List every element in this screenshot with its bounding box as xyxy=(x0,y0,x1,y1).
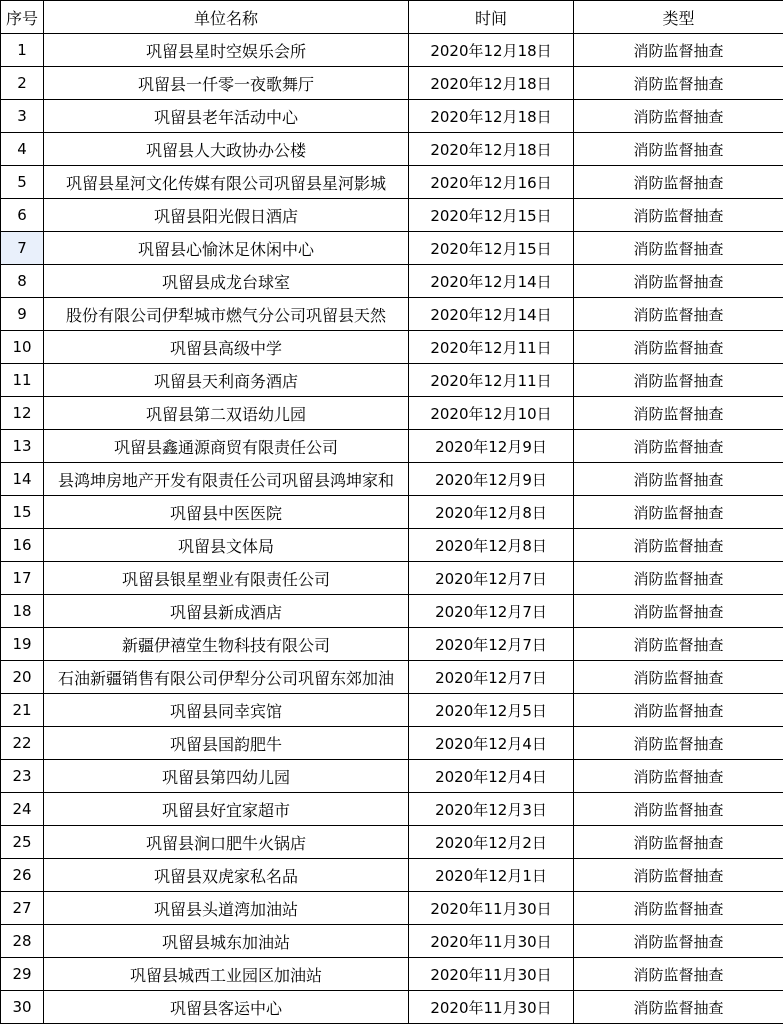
date-cell[interactable]: 2020年12月7日 xyxy=(409,562,574,595)
date-cell[interactable]: 2020年12月7日 xyxy=(409,595,574,628)
table-header xyxy=(1,1,783,34)
table-row xyxy=(1,760,783,793)
row-index-cell[interactable]: 30 xyxy=(1,991,44,1024)
type-cell[interactable]: 消防监督抽查 xyxy=(574,430,783,463)
date-cell[interactable]: 2020年12月5日 xyxy=(409,694,574,727)
date-cell[interactable]: 2020年12月16日 xyxy=(409,166,574,199)
row-index-cell[interactable]: 10 xyxy=(1,331,44,364)
unit-name-cell[interactable]: 巩留县城西工业园区加油站 xyxy=(44,958,409,991)
header-unit-name[interactable]: 单位名称 xyxy=(44,1,409,34)
type-cell[interactable]: 消防监督抽查 xyxy=(574,265,783,298)
row-index-cell[interactable]: 11 xyxy=(1,364,44,397)
date-cell[interactable]: 2020年12月8日 xyxy=(409,496,574,529)
unit-name-cell[interactable]: 巩留县中医医院 xyxy=(44,496,409,529)
date-cell[interactable]: 2020年12月18日 xyxy=(409,100,574,133)
table-row xyxy=(1,628,783,661)
unit-name-cell[interactable]: 巩留县涧口肥牛火锅店 xyxy=(44,826,409,859)
unit-name-cell[interactable]: 巩留县文体局 xyxy=(44,529,409,562)
table-row xyxy=(1,529,783,562)
date-cell[interactable]: 2020年12月3日 xyxy=(409,793,574,826)
table-row xyxy=(1,925,783,958)
date-cell[interactable]: 2020年12月14日 xyxy=(409,265,574,298)
date-cell[interactable]: 2020年12月18日 xyxy=(409,67,574,100)
table-row xyxy=(1,133,783,166)
row-index-cell[interactable]: 1 xyxy=(1,34,44,67)
unit-name-cell[interactable]: 巩留县客运中心 xyxy=(44,991,409,1024)
row-index-cell[interactable]: 17 xyxy=(1,562,44,595)
header-row xyxy=(1,1,783,34)
unit-name-cell[interactable]: 巩留县星河文化传媒有限公司巩留县星河影城 xyxy=(44,166,409,199)
table-row xyxy=(1,892,783,925)
table-row xyxy=(1,199,783,232)
type-cell[interactable]: 消防监督抽查 xyxy=(574,34,783,67)
unit-name-cell[interactable]: 巩留县第二双语幼儿园 xyxy=(44,397,409,430)
table-row xyxy=(1,562,783,595)
table-row xyxy=(1,991,783,1024)
table-row xyxy=(1,463,783,496)
type-cell[interactable]: 消防监督抽查 xyxy=(574,529,783,562)
date-cell[interactable]: 2020年12月4日 xyxy=(409,760,574,793)
row-index-cell[interactable]: 9 xyxy=(1,298,44,331)
type-cell[interactable]: 消防监督抽查 xyxy=(574,628,783,661)
type-cell[interactable]: 消防监督抽查 xyxy=(574,298,783,331)
row-index-cell[interactable]: 21 xyxy=(1,694,44,727)
row-index-cell[interactable]: 8 xyxy=(1,265,44,298)
date-cell[interactable]: 2020年12月14日 xyxy=(409,298,574,331)
date-cell[interactable]: 2020年12月2日 xyxy=(409,826,574,859)
unit-name-cell[interactable]: 巩留县阳光假日酒店 xyxy=(44,199,409,232)
type-cell[interactable]: 消防监督抽查 xyxy=(574,925,783,958)
table-body xyxy=(1,34,783,1024)
table-row xyxy=(1,826,783,859)
unit-name-cell[interactable]: 巩留县人大政协办公楼 xyxy=(44,133,409,166)
date-cell[interactable]: 2020年12月7日 xyxy=(409,661,574,694)
date-cell[interactable]: 2020年12月10日 xyxy=(409,397,574,430)
table-row xyxy=(1,430,783,463)
row-index-cell[interactable]: 29 xyxy=(1,958,44,991)
row-index-cell[interactable]: 4 xyxy=(1,133,44,166)
date-cell[interactable]: 2020年11月30日 xyxy=(409,958,574,991)
unit-name-cell[interactable]: 巩留县一仟零一夜歌舞厅 xyxy=(44,67,409,100)
type-cell[interactable]: 消防监督抽查 xyxy=(574,331,783,364)
unit-name-cell[interactable]: 新疆伊禧堂生物科技有限公司 xyxy=(44,628,409,661)
type-cell[interactable]: 消防监督抽查 xyxy=(574,661,783,694)
table-row xyxy=(1,100,783,133)
table-row xyxy=(1,298,783,331)
table-row xyxy=(1,859,783,892)
row-index-cell[interactable]: 19 xyxy=(1,628,44,661)
unit-name-cell[interactable]: 县鸿坤房地产开发有限责任公司巩留县鸿坤家和 xyxy=(44,463,409,496)
unit-name-cell[interactable]: 巩留县鑫通源商贸有限责任公司 xyxy=(44,430,409,463)
row-index-cell[interactable]: 3 xyxy=(1,100,44,133)
row-index-cell[interactable]: 15 xyxy=(1,496,44,529)
date-cell[interactable]: 2020年12月15日 xyxy=(409,199,574,232)
table-row xyxy=(1,331,783,364)
date-cell[interactable]: 2020年12月15日 xyxy=(409,232,574,265)
type-cell[interactable]: 消防监督抽查 xyxy=(574,463,783,496)
row-index-cell[interactable]: 5 xyxy=(1,166,44,199)
type-cell[interactable]: 消防监督抽查 xyxy=(574,958,783,991)
table-row xyxy=(1,793,783,826)
row-index-cell[interactable]: 26 xyxy=(1,859,44,892)
unit-name-cell[interactable]: 巩留县成龙台球室 xyxy=(44,265,409,298)
row-index-cell[interactable]: 12 xyxy=(1,397,44,430)
row-index-cell[interactable]: 23 xyxy=(1,760,44,793)
unit-name-cell[interactable]: 石油新疆销售有限公司伊犁分公司巩留东郊加油 xyxy=(44,661,409,694)
unit-name-cell[interactable]: 巩留县老年活动中心 xyxy=(44,100,409,133)
table-row xyxy=(1,364,783,397)
unit-name-cell[interactable]: 巩留县同幸宾馆 xyxy=(44,694,409,727)
row-index-cell[interactable]: 28 xyxy=(1,925,44,958)
header-index[interactable]: 序号 xyxy=(1,1,44,34)
row-index-cell[interactable]: 18 xyxy=(1,595,44,628)
table-row xyxy=(1,232,783,265)
table-row xyxy=(1,958,783,991)
type-cell[interactable]: 消防监督抽查 xyxy=(574,562,783,595)
type-cell[interactable]: 消防监督抽查 xyxy=(574,496,783,529)
table-row xyxy=(1,34,783,67)
unit-name-cell[interactable]: 巩留县银星塑业有限责任公司 xyxy=(44,562,409,595)
table-row xyxy=(1,694,783,727)
type-cell[interactable]: 消防监督抽查 xyxy=(574,859,783,892)
header-type[interactable]: 类型 xyxy=(574,1,783,34)
row-index-cell[interactable]: 25 xyxy=(1,826,44,859)
table-row xyxy=(1,595,783,628)
table-row xyxy=(1,727,783,760)
unit-name-cell[interactable]: 巩留县双虎家私名品 xyxy=(44,859,409,892)
row-index-cell[interactable]: 2 xyxy=(1,67,44,100)
date-cell[interactable]: 2020年12月1日 xyxy=(409,859,574,892)
unit-name-cell[interactable]: 巩留县新成酒店 xyxy=(44,595,409,628)
table-row xyxy=(1,166,783,199)
unit-name-cell[interactable]: 巩留县国韵肥牛 xyxy=(44,727,409,760)
type-cell[interactable]: 消防监督抽查 xyxy=(574,793,783,826)
table-row xyxy=(1,397,783,430)
unit-name-cell[interactable]: 股份有限公司伊犁城市燃气分公司巩留县天然 xyxy=(44,298,409,331)
type-cell[interactable]: 消防监督抽查 xyxy=(574,232,783,265)
type-cell[interactable]: 消防监督抽查 xyxy=(574,397,783,430)
type-cell[interactable]: 消防监督抽查 xyxy=(574,595,783,628)
date-cell[interactable]: 2020年11月30日 xyxy=(409,991,574,1024)
type-cell[interactable]: 消防监督抽查 xyxy=(574,133,783,166)
table-row xyxy=(1,661,783,694)
date-cell[interactable]: 2020年12月18日 xyxy=(409,133,574,166)
type-cell[interactable]: 消防监督抽查 xyxy=(574,694,783,727)
date-cell[interactable]: 2020年12月7日 xyxy=(409,628,574,661)
row-index-cell[interactable]: 13 xyxy=(1,430,44,463)
date-cell[interactable]: 2020年12月9日 xyxy=(409,430,574,463)
date-cell[interactable]: 2020年11月30日 xyxy=(409,925,574,958)
row-index-cell[interactable]: 22 xyxy=(1,727,44,760)
type-cell[interactable]: 消防监督抽查 xyxy=(574,727,783,760)
table-row xyxy=(1,265,783,298)
date-cell[interactable]: 2020年12月11日 xyxy=(409,331,574,364)
type-cell[interactable]: 消防监督抽查 xyxy=(574,991,783,1024)
type-cell[interactable]: 消防监督抽查 xyxy=(574,100,783,133)
date-cell[interactable]: 2020年12月8日 xyxy=(409,529,574,562)
type-cell[interactable]: 消防监督抽查 xyxy=(574,826,783,859)
type-cell[interactable]: 消防监督抽查 xyxy=(574,892,783,925)
type-cell[interactable]: 消防监督抽查 xyxy=(574,67,783,100)
unit-name-cell[interactable]: 巩留县头道湾加油站 xyxy=(44,892,409,925)
date-cell[interactable]: 2020年12月4日 xyxy=(409,727,574,760)
unit-name-cell[interactable]: 巩留县天利商务酒店 xyxy=(44,364,409,397)
unit-name-cell[interactable]: 巩留县第四幼儿园 xyxy=(44,760,409,793)
type-cell[interactable]: 消防监督抽查 xyxy=(574,199,783,232)
date-cell[interactable]: 2020年12月9日 xyxy=(409,463,574,496)
date-cell[interactable]: 2020年12月18日 xyxy=(409,34,574,67)
table-row xyxy=(1,496,783,529)
type-cell[interactable]: 消防监督抽查 xyxy=(574,760,783,793)
unit-name-cell[interactable]: 巩留县星时空娱乐会所 xyxy=(44,34,409,67)
row-index-cell[interactable]: 16 xyxy=(1,529,44,562)
unit-name-cell[interactable]: 巩留县好宜家超市 xyxy=(44,793,409,826)
date-cell[interactable]: 2020年12月11日 xyxy=(409,364,574,397)
row-index-cell[interactable]: 6 xyxy=(1,199,44,232)
type-cell[interactable]: 消防监督抽查 xyxy=(574,364,783,397)
unit-name-cell[interactable]: 巩留县高级中学 xyxy=(44,331,409,364)
row-index-cell[interactable]: 24 xyxy=(1,793,44,826)
type-cell[interactable]: 消防监督抽查 xyxy=(574,166,783,199)
row-index-cell[interactable]: 14 xyxy=(1,463,44,496)
row-index-cell[interactable]: 7 xyxy=(1,232,44,265)
unit-name-cell[interactable]: 巩留县城东加油站 xyxy=(44,925,409,958)
table-row xyxy=(1,67,783,100)
unit-name-cell[interactable]: 巩留县心愉沐足休闲中心 xyxy=(44,232,409,265)
row-index-cell[interactable]: 20 xyxy=(1,661,44,694)
row-index-cell[interactable]: 27 xyxy=(1,892,44,925)
date-cell[interactable]: 2020年11月30日 xyxy=(409,892,574,925)
header-time[interactable]: 时间 xyxy=(409,1,574,34)
